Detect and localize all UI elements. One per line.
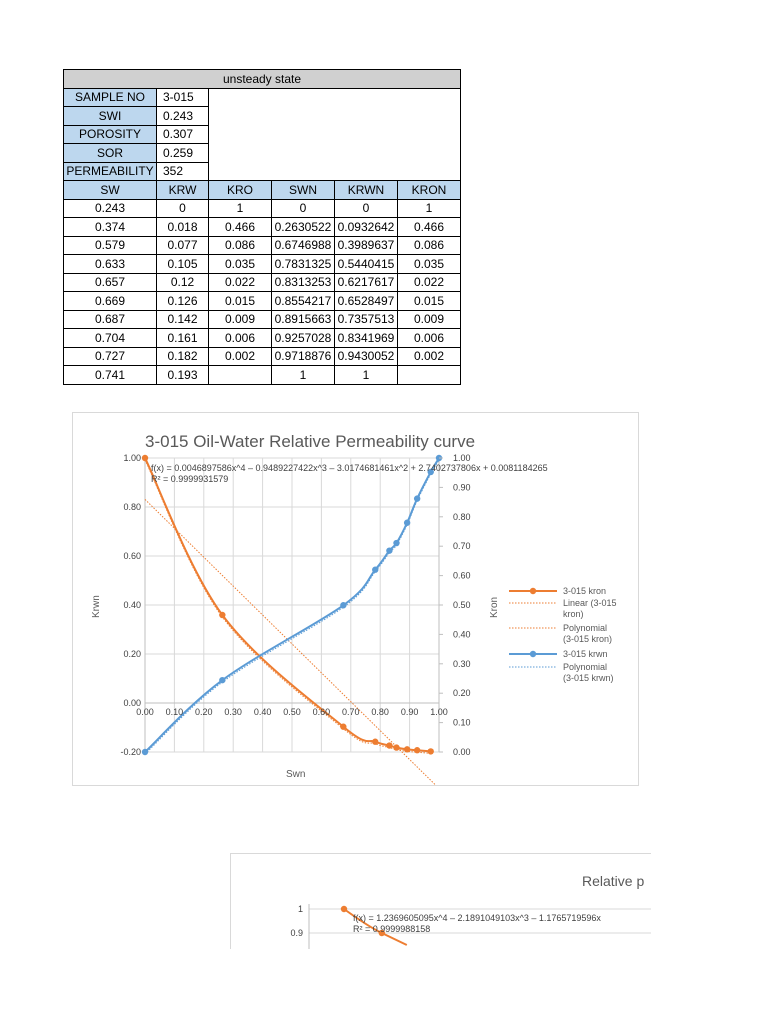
table-cell: 0.022 <box>398 273 461 292</box>
y-tick-label: 0.60 <box>123 551 141 561</box>
y-tick-label: 1 <box>297 904 303 914</box>
table-cell: 0.015 <box>398 292 461 311</box>
y2-axis-label: Kron <box>489 596 500 618</box>
y-tick-label: 0.9 <box>290 928 303 938</box>
table-cell: 0.018 <box>157 218 209 237</box>
table-cell: 0.002 <box>398 347 461 366</box>
kron-point <box>142 455 148 461</box>
data-point <box>341 906 347 912</box>
table-cell: 0.9257028 <box>272 329 335 348</box>
table-cell: 0.161 <box>157 329 209 348</box>
legend-label: 3-015 krwn <box>563 649 608 659</box>
x-tick-label: 0.60 <box>312 707 331 717</box>
table-row <box>64 310 461 329</box>
trendline-r-squared: R² = 0.9999988158 <box>353 924 431 934</box>
trendline-r-squared: R² = 0.9999931579 <box>151 474 229 484</box>
column-header: KRW <box>157 181 209 200</box>
legend-label: 3-015 kron <box>563 586 607 596</box>
table-cell: 0.12 <box>157 273 209 292</box>
x-tick-label: 0.70 <box>342 707 360 717</box>
table-cell: 0.9430052 <box>335 347 398 366</box>
chart-title: Relative p <box>582 873 645 889</box>
kron-point <box>428 748 434 754</box>
trendline-equation: f(x) = 1.2369605095x^4 – 2.1891049103x^3 – 1.1765719596x <box>353 913 601 923</box>
kron-point <box>340 724 346 730</box>
table-cell: 0.126 <box>157 292 209 311</box>
krwn-point <box>142 749 148 755</box>
param-label: SWI <box>64 107 157 126</box>
column-header-row <box>64 181 461 200</box>
table-cell: 1 <box>272 366 335 385</box>
kron-point <box>372 739 378 745</box>
relative-permeability-chart <box>72 412 639 786</box>
table-cell: 0.035 <box>398 255 461 274</box>
y-tick-label: 0.80 <box>123 502 141 512</box>
table-cell: 0.077 <box>157 236 209 255</box>
table-cell: 0.035 <box>209 255 272 274</box>
table-cell: 0.466 <box>398 218 461 237</box>
krwn-point <box>372 567 378 573</box>
table-row <box>64 255 461 274</box>
table-cell: 0.105 <box>157 255 209 274</box>
table-row <box>64 366 461 385</box>
krwn-point <box>414 495 420 501</box>
param-label: SAMPLE NO <box>64 88 157 107</box>
y2-tick-label: 1.00 <box>453 453 471 463</box>
x-tick-label: 0.40 <box>253 707 272 717</box>
table-title-row <box>64 70 461 89</box>
legend-marker <box>530 651 536 657</box>
table-cell: 0.466 <box>209 218 272 237</box>
x-tick-label: 0.10 <box>165 707 184 717</box>
legend-marker <box>530 588 536 594</box>
table-cell: 0.086 <box>398 236 461 255</box>
krwn-point <box>404 520 410 526</box>
table-cell: 0.687 <box>64 310 157 329</box>
chart-title: 3-015 Oil-Water Relative Permeability curve <box>145 432 476 451</box>
param-label: SOR <box>64 144 157 163</box>
table-cell: 0.8554217 <box>272 292 335 311</box>
table-cell: 0.8915663 <box>272 310 335 329</box>
param-label: PERMEABILITY <box>64 162 157 181</box>
y-tick-label: 1.00 <box>123 453 141 463</box>
table-cell: 0.633 <box>64 255 157 274</box>
kron-point <box>414 747 420 753</box>
param-value: 3-015 <box>157 88 209 107</box>
permeability-table <box>63 69 461 385</box>
table-cell: 0.7831325 <box>272 255 335 274</box>
table-cell: 0.704 <box>64 329 157 348</box>
param-value: 0.243 <box>157 107 209 126</box>
chart-legend <box>509 586 617 683</box>
table-row <box>64 273 461 292</box>
x-tick-label: 0.30 <box>224 707 242 717</box>
legend-label: Polynomial (3-015 krwn) <box>563 662 614 683</box>
table-cell: 0.5440415 <box>335 255 398 274</box>
table-cell: 0.022 <box>209 273 272 292</box>
table-cell: 0.182 <box>157 347 209 366</box>
column-header: KRWN <box>335 181 398 200</box>
x-axis-label: Swn <box>286 769 306 780</box>
x-tick-label: 0.80 <box>371 707 389 717</box>
table-cell: 0.002 <box>209 347 272 366</box>
table-cell: 0.015 <box>209 292 272 311</box>
table-cell: 0.8341969 <box>335 329 398 348</box>
table-cell: 0.009 <box>398 310 461 329</box>
table-cell: 0.669 <box>64 292 157 311</box>
table-cell: 0 <box>272 199 335 218</box>
table-cell <box>398 366 461 385</box>
table-cell: 0.0932642 <box>335 218 398 237</box>
table-cell: 0.579 <box>64 236 157 255</box>
y2-tick-label: 0.60 <box>453 570 471 581</box>
table-row <box>64 347 461 366</box>
table-cell: 0.086 <box>209 236 272 255</box>
param-label: POROSITY <box>64 125 157 144</box>
table-cell: 0.741 <box>64 366 157 385</box>
table-cell: 0.006 <box>209 329 272 348</box>
x-tick-label: 1.00 <box>430 707 448 717</box>
table-cell: 0.009 <box>209 310 272 329</box>
param-value: 0.307 <box>157 125 209 144</box>
table-cell: 0.9718876 <box>272 347 335 366</box>
param-row <box>64 88 461 107</box>
table-cell: 0 <box>335 199 398 218</box>
table-cell: 0.142 <box>157 310 209 329</box>
y2-tick-label: 0.10 <box>453 717 471 728</box>
column-header: KRON <box>398 181 461 200</box>
krwn-point <box>340 602 346 608</box>
trendline-equation: f(x) = 0.0046897586x^4 – 0.9489227422x^3 – 3.0174681461x^2 + 2.7402737806x + 0.0081184265 <box>151 463 548 473</box>
krwn-point <box>386 547 392 553</box>
legend-label: Linear (3-015 kron) <box>563 598 617 619</box>
table-title: unsteady state <box>64 70 461 89</box>
table-row <box>64 218 461 237</box>
table-cell: 0.6528497 <box>335 292 398 311</box>
table-row <box>64 329 461 348</box>
x-tick-label: 0.90 <box>400 707 419 717</box>
table-cell: 0.2630522 <box>272 218 335 237</box>
table-cell: 0.8313253 <box>272 273 335 292</box>
table-row <box>64 199 461 218</box>
table-cell: 0.657 <box>64 273 157 292</box>
relative-permeability-chart-2 <box>230 853 651 949</box>
table-cell: 0.243 <box>64 199 157 218</box>
legend-label: Polynomial (3-015 kron) <box>563 623 613 644</box>
y-tick-label: 0.00 <box>123 698 141 708</box>
y2-tick-label: 0.80 <box>453 511 471 522</box>
y2-tick-label: 0.30 <box>453 658 471 669</box>
table-cell: 0.7357513 <box>335 310 398 329</box>
x-tick-label: 0.50 <box>283 707 301 717</box>
y2-tick-label: 0.00 <box>453 747 471 757</box>
blank-area <box>209 88 461 181</box>
krwn-point <box>393 540 399 546</box>
y2-tick-label: 0.20 <box>453 688 471 699</box>
x-tick-label: 0.20 <box>195 707 213 717</box>
table-cell: 1 <box>398 199 461 218</box>
y-tick-label: 0.40 <box>123 600 141 610</box>
table-cell: 0.374 <box>64 218 157 237</box>
y2-tick-label: 0.90 <box>453 482 471 493</box>
y-tick-label: -0.20 <box>120 747 141 757</box>
column-header: KRO <box>209 181 272 200</box>
column-header: SW <box>64 181 157 200</box>
table-cell: 0.006 <box>398 329 461 348</box>
table-row <box>64 292 461 311</box>
table-cell: 0.6746988 <box>272 236 335 255</box>
table-cell: 0.6217617 <box>335 273 398 292</box>
column-header: SWN <box>272 181 335 200</box>
y2-tick-label: 0.70 <box>453 541 471 552</box>
x-tick-label: 0.00 <box>136 707 154 717</box>
table-cell: 0.727 <box>64 347 157 366</box>
table-cell: 0.3989637 <box>335 236 398 255</box>
param-value: 352 <box>157 162 209 181</box>
param-value: 0.259 <box>157 144 209 163</box>
table-row <box>64 236 461 255</box>
table-cell: 1 <box>335 366 398 385</box>
table-cell: 0.193 <box>157 366 209 385</box>
kron-point <box>404 746 410 752</box>
y-axis-label: Krwn <box>91 595 102 618</box>
kron-point <box>393 744 399 750</box>
kron-point <box>386 742 392 748</box>
y2-tick-label: 0.50 <box>453 600 471 610</box>
krwn-point <box>219 677 225 683</box>
table-cell: 0 <box>157 199 209 218</box>
table-cell: 1 <box>209 199 272 218</box>
y2-tick-label: 0.40 <box>453 629 471 640</box>
table-cell <box>209 366 272 385</box>
y-tick-label: 0.20 <box>123 649 141 659</box>
kron-point <box>219 612 225 618</box>
